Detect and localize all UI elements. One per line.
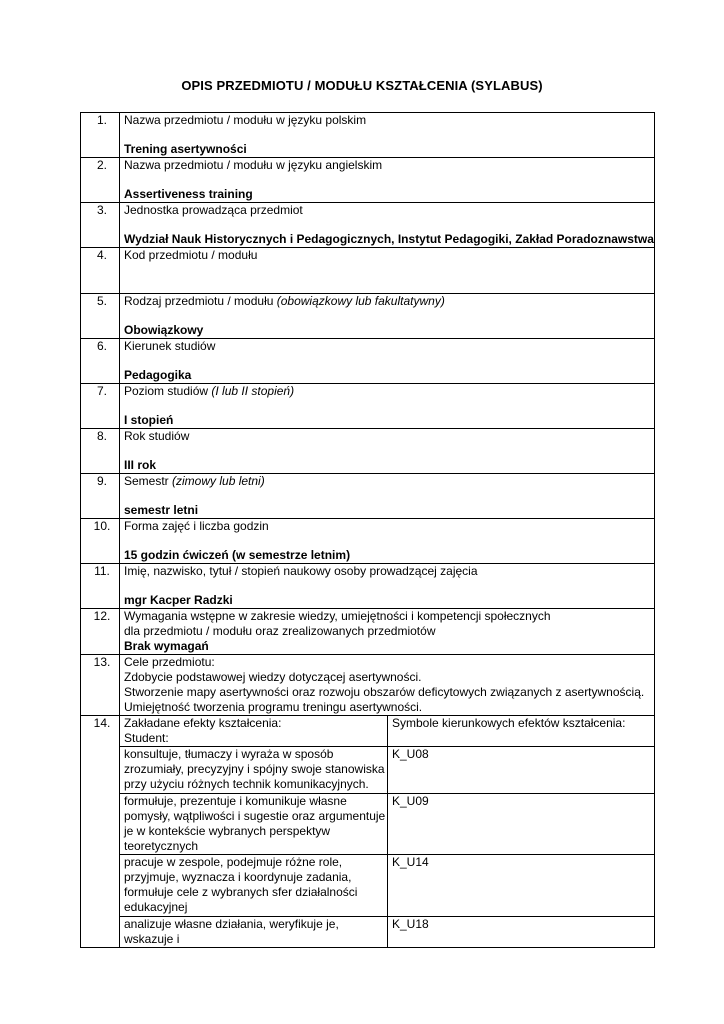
row-question: Wymagania wstępne w zakresie wiedzy, umiejętności i kompetencji społecznych	[124, 609, 551, 623]
table-row	[81, 474, 655, 519]
row-number: 9.	[81, 474, 120, 519]
row-answer: Trening asertywności	[124, 142, 247, 156]
row-number: 11.	[81, 564, 120, 609]
row-number: 1.	[81, 113, 120, 158]
effect-row	[81, 855, 655, 917]
row-answer: Obowiązkowy	[124, 323, 204, 337]
effect-text: konsultuje, tłumaczy i wyraża w sposób zrozumiały, precyzyjny i spójny swoje stanowiska przy użyciu różnych technik komunikacyjnych.	[120, 747, 388, 794]
effect-code: K_U14	[388, 855, 655, 917]
row-content	[120, 609, 655, 655]
syllabus-table	[80, 112, 655, 948]
row-content	[120, 519, 655, 564]
row-content	[120, 655, 655, 716]
row-question	[124, 294, 654, 309]
row-content	[120, 248, 655, 294]
row-content	[120, 339, 655, 384]
effects-heading: Zakładane efekty kształcenia:	[124, 716, 282, 730]
row-number: 14.	[81, 716, 120, 948]
table-row	[81, 609, 655, 655]
row-answer: Brak wymagań	[124, 639, 209, 653]
row-content	[120, 158, 655, 203]
row-answer: III rok	[124, 458, 157, 472]
row-number: 6.	[81, 339, 120, 384]
goal-line: Umiejętność tworzenia programu treningu asertywności.	[124, 700, 423, 714]
row-number: 5.	[81, 294, 120, 339]
row-question: Nazwa przedmiotu / modułu w języku angielskim	[124, 158, 383, 172]
row-number: 12.	[81, 609, 120, 655]
row-content	[120, 429, 655, 474]
table-row	[81, 339, 655, 384]
row-question: Jednostka prowadząca przedmiot	[124, 203, 303, 217]
row-number: 7.	[81, 384, 120, 429]
row-question: Rok studiów	[124, 429, 190, 443]
effect-row	[81, 747, 655, 794]
effect-row	[81, 917, 655, 948]
row-content	[120, 203, 655, 248]
effect-text: pracuje w zespole, podejmuje różne role, przyjmuje, wyznacza i koordynuje zadania, formułuje cele z wybranych sfer działalności edukacyjnej	[120, 855, 388, 917]
table-row	[81, 158, 655, 203]
row-question-cont: dla przedmiotu / modułu oraz zrealizowanych przedmiotów	[124, 624, 436, 638]
row-answer: semestr letni	[124, 503, 199, 517]
row-number: 10.	[81, 519, 120, 564]
row-question-hint: (zimowy lub letni)	[172, 474, 265, 488]
table-row	[81, 564, 655, 609]
row-answer: Pedagogika	[124, 368, 192, 382]
goal-line: Zdobycie podstawowej wiedzy dotyczącej asertywności.	[124, 670, 422, 684]
row-answer: Wydział Nauk Historycznych i Pedagogicznych, Instytut Pedagogiki, Zakład Poradoznawstwa	[124, 232, 654, 246]
table-row	[81, 113, 655, 158]
row-answer: mgr Kacper Radzki	[124, 593, 233, 607]
effect-code: K_U18	[388, 917, 655, 948]
row-question: Forma zajęć i liczba godzin	[124, 519, 269, 533]
row-question: Imię, nazwisko, tytuł / stopień naukowy osoby prowadzącej zajęcia	[124, 564, 478, 578]
table-row	[81, 429, 655, 474]
goals-heading: Cele przedmiotu:	[124, 655, 215, 669]
table-row	[81, 384, 655, 429]
table-row	[81, 655, 655, 716]
effects-subheading: Student:	[124, 731, 169, 745]
row-number: 8.	[81, 429, 120, 474]
row-question: Kod przedmiotu / modułu	[124, 248, 258, 262]
row-number: 3.	[81, 203, 120, 248]
effects-header-left	[120, 716, 388, 747]
effects-header-right: Symbole kierunkowych efektów kształcenia:	[388, 716, 655, 747]
row-number: 13.	[81, 655, 120, 716]
effect-code: K_U08	[388, 747, 655, 794]
page-title: OPIS PRZEDMIOTU / MODUŁU KSZTAŁCENIA (SYLABUS)	[181, 78, 543, 93]
row-question-hint: (obowiązkowy lub fakultatywny)	[276, 294, 445, 308]
row-content	[120, 384, 655, 429]
row-content	[120, 113, 655, 158]
table-row	[81, 519, 655, 564]
row-question	[124, 384, 654, 399]
row-answer: 15 godzin ćwiczeń (w semestrze letnim)	[124, 548, 351, 562]
effect-text: formułuje, prezentuje i komunikuje własne pomysły, wątpliwości i sugestie oraz argumentuje je w kontekście wybranych perspektyw teoretycznych	[120, 794, 388, 855]
row-content	[120, 474, 655, 519]
row-number: 2.	[81, 158, 120, 203]
row-answer: I stopień	[124, 413, 174, 427]
row-content	[120, 564, 655, 609]
row-question	[124, 474, 654, 489]
goal-line: Stworzenie mapy asertywności oraz rozwoju obszarów deficytowych związanych z asertywnością.	[124, 685, 645, 699]
effect-row	[81, 794, 655, 855]
row-question-hint: (I lub II stopień)	[211, 384, 295, 398]
table-row	[81, 294, 655, 339]
table-row	[81, 248, 655, 294]
effect-text: analizuje własne działania, weryfikuje je, wskazuje i	[120, 917, 388, 948]
row-question-text: Semestr	[124, 474, 173, 488]
row-number: 4.	[81, 248, 120, 294]
row-question-text: Poziom studiów	[124, 384, 212, 398]
row-question: Kierunek studiów	[124, 339, 216, 353]
row-question: Nazwa przedmiotu / modułu w języku polskim	[124, 113, 367, 127]
row-content	[120, 294, 655, 339]
table-row	[81, 203, 655, 248]
effect-code: K_U09	[388, 794, 655, 855]
effects-header-row	[81, 716, 655, 747]
row-answer: Assertiveness training	[124, 187, 253, 201]
row-question-text: Rodzaj przedmiotu / modułu	[124, 294, 277, 308]
